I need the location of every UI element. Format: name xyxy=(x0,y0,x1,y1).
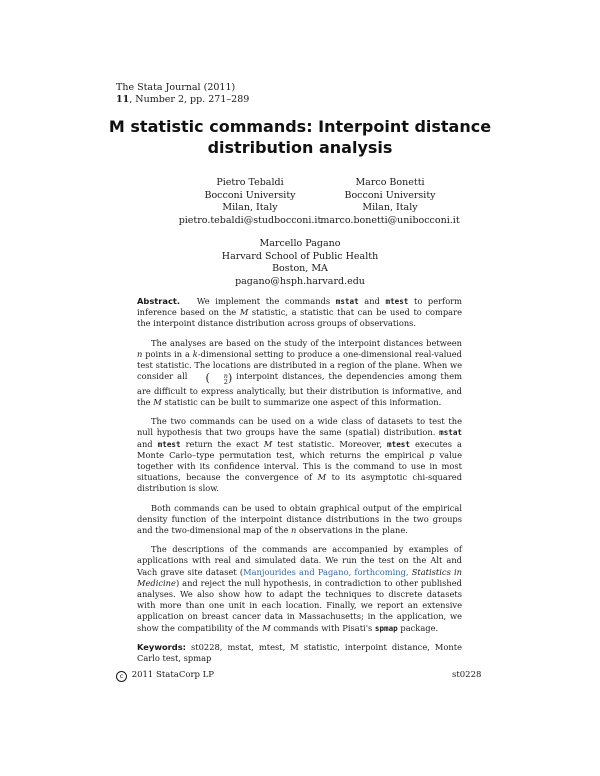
journal-header xyxy=(116,82,249,106)
author-block xyxy=(205,238,395,288)
author-affiliation: Bocconi University xyxy=(204,189,296,201)
author-name: Marcello Pagano xyxy=(259,238,341,249)
command-name: mstat xyxy=(335,297,359,306)
volume-number: 11 xyxy=(116,94,130,105)
command-name: mtest xyxy=(387,439,410,449)
issue-pages: , Number 2, pp. 271–289 xyxy=(129,94,250,105)
binomial-coefficient: ( n 2 ) xyxy=(205,371,233,387)
author-block xyxy=(300,177,480,227)
abstract-paragraph-4: Both commands can be used to obtain graphical output of the empirical density function of the interpoint distance distributions in the two groups and the two-dimensional map of the n observations in the plane. xyxy=(137,502,462,535)
citation-link[interactable]: Manjourides and Pagano, forthcoming, xyxy=(243,566,409,577)
volume-issue xyxy=(116,94,249,106)
abstract-paragraph-5: The descriptions of the commands are accompanied by examples of applications with real and simulated data. We run the test on the Alt and Vach grave site dataset (Manjourides and Pagano, forthcoming, Statistics in Medicine) and reject the null hypothesis, in contradiction to other published analyses. We also show how to adapt the techniques to discrete datasets with more than one unit in each location. Finally, we report an extensive application on breast cancer data in Massachusetts; in the application, we show the compatibility of the M commands with Pisati's spmap package. xyxy=(137,544,462,633)
article-id: st0228 xyxy=(452,670,482,680)
command-name: spmap xyxy=(374,623,398,633)
copyright-notice xyxy=(116,670,214,682)
command-name: mtest xyxy=(385,297,409,306)
abstract-label: Abstract. xyxy=(137,296,180,306)
copyright-text: 2011 StataCorp LP xyxy=(131,670,215,680)
abstract-paragraph-2: The analyses are based on the study of the interpoint distances between n points in a k-dimensional setting to produce a one-dimensional real-valued test statistic. The locations are distributed in a region of the plane. When we consider all ( n 2 ) interpoint distances, the dependencies among them are difficult to express analytically, but their distribution is informative, and the M statistic can be built to summarize one aspect of this information. xyxy=(137,337,463,407)
keywords-label: Keywords: xyxy=(137,641,186,652)
author-email[interactable]: pagano@hsph.harvard.edu xyxy=(235,275,365,287)
author-affiliation: Harvard School of Public Health xyxy=(221,250,379,262)
author-email[interactable]: pietro.tebaldi@studbocconi.it xyxy=(178,214,322,226)
abstract-paragraph-3: The two commands can be used on a wide class of datasets to test the null hypothesis that two groups have the same (spatial) distribution. mstat and mtest return the exact M test statistic. Moreover, mtest executes a Monte Carlo–type permutation test, which returns the empirical p value together with its confidence interval. This is the command to use in most situations, because the convergence of M to its asymptotic chi-squared distribution is slow. xyxy=(137,416,463,494)
command-name: mstat xyxy=(439,428,462,438)
author-name: Pietro Tebaldi xyxy=(216,177,284,188)
keywords-list: st0228, mstat, mtest, M statistic, interpoint distance, Monte Carlo test, spmap xyxy=(137,641,462,663)
copyright-icon: c xyxy=(116,671,127,682)
author-location: Milan, Italy xyxy=(222,202,278,213)
author-affiliation: Bocconi University xyxy=(344,189,436,201)
author-location: Milan, Italy xyxy=(362,202,418,213)
journal-name: Statistics in Medicine xyxy=(137,566,462,588)
paper-title: M statistic commands: Interpoint distance distribution analysis xyxy=(108,117,492,157)
author-location: Boston, MA xyxy=(272,263,328,274)
author-email[interactable]: marco.bonetti@unibocconi.it xyxy=(320,214,460,226)
abstract-paragraph-1: Abstract. We implement the commands mstat and mtest to perform inference based on the M statistic, a statistic that can be used to compare the interpoint distance distribution across groups of observations. xyxy=(137,296,463,329)
keywords xyxy=(137,642,462,664)
journal-line: The Stata Journal (2011) xyxy=(116,82,236,93)
command-name: mtest xyxy=(157,439,181,449)
abstract xyxy=(137,296,462,672)
author-name: Marco Bonetti xyxy=(355,177,425,188)
